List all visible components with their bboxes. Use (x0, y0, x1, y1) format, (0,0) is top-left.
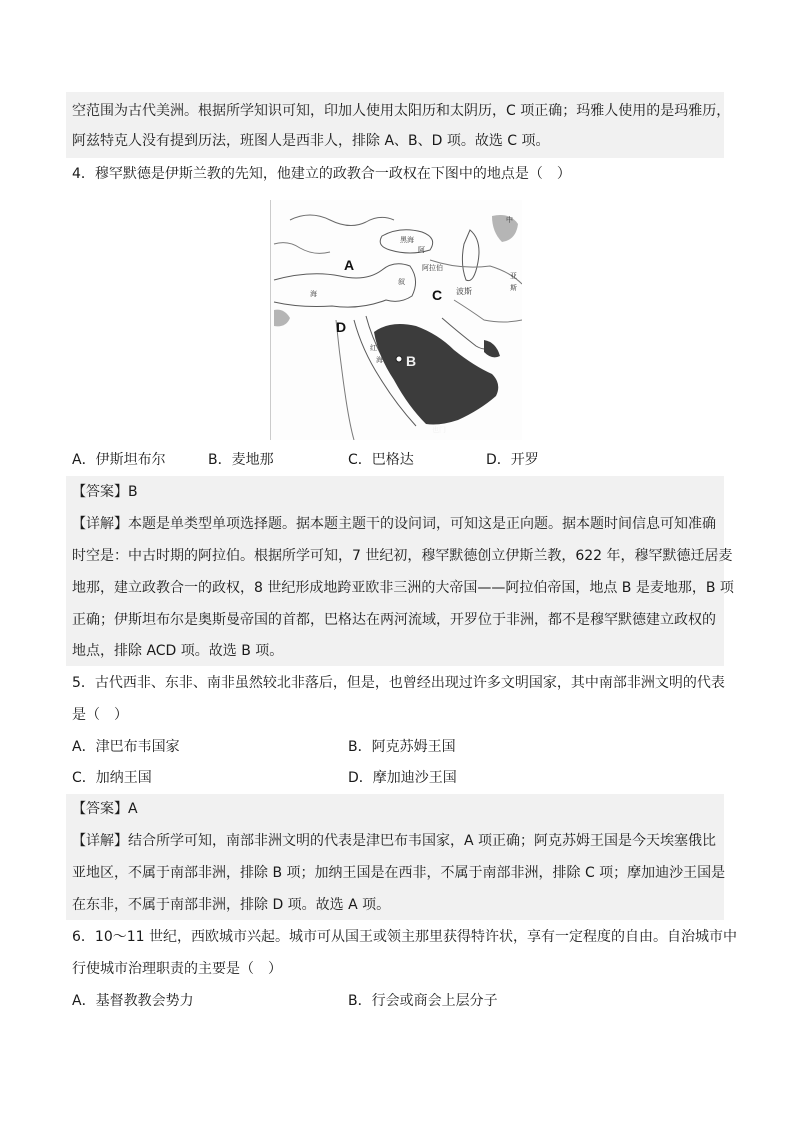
map-label-d: D (336, 319, 347, 335)
q4-option-c: C．巴格达 (348, 452, 414, 468)
q5-option-d: D．摩加迪沙王国 (348, 770, 457, 786)
q6-stem-line-2: 行使城市治理职责的主要是（ ） (72, 961, 282, 977)
map-text-zhong: 中 (506, 216, 513, 224)
q3-detail-line-2: 阿兹特克人没有提到历法，班图人是西非人，排除 A、B、D 项。故选 C 项。 (72, 133, 550, 149)
q5-stem-line-1: 5．古代西非、东非、南非虽然较北非落后，但是，也曾经出现过许多文明国家，其中南部非洲文明的代表 (72, 675, 725, 691)
map-text-yemen: 也门 (432, 426, 446, 434)
q4-stem: 4．穆罕默德是伊斯兰教的先知，他建立的政教合一政权在下图中的地点是（ ） (72, 166, 571, 182)
q5-option-a: A．津巴布韦国家 (72, 739, 180, 755)
q5-detail-line-3: 在东非，不属于南部非洲，排除 D 项。故选 A 项。 (72, 897, 391, 913)
q5-option-c: C．加纳王国 (72, 770, 152, 786)
q4-detail-line-4: 正确；伊斯坦布尔是奥斯曼帝国的首都，巴格达在两河流域，开罗位于非洲，都不是穆罕默德建立政权的 (72, 612, 716, 628)
map-text-ya: 亚 (510, 272, 517, 280)
q5-answer: 【答案】A (72, 801, 138, 817)
q4-detail-line-2: 时空是：中古时期的阿拉伯。根据所学可知，7 世纪初，穆罕默德创立伊斯兰教，622 年，穆罕默德迁居麦 (72, 548, 733, 564)
q6-option-b: B．行会或商会上层分子 (348, 993, 498, 1009)
q5-option-b: B．阿克苏姆王国 (348, 739, 456, 755)
map-text-si: 斯 (510, 284, 517, 292)
map-text-hong: 红 (370, 344, 377, 352)
map-text-a: 阿 (418, 246, 425, 254)
q3-detail-line-1: 空范围为古代美洲。根据所学知识可知，印加人使用太阳历和太阴历，C 项正确；玛雅人使用的是玛雅历， (72, 103, 731, 119)
map-text-hai-2: 海 (376, 356, 383, 364)
map-label-c: C (432, 287, 443, 303)
map-label-a: A (344, 257, 355, 273)
q4-detail-line-1: 【详解】本题是单类型单项选择题。据本题主题干的设问词，可知这是正向题。据本题时间信息可知准确 (72, 516, 716, 532)
q6-stem-line-1: 6．10～11 世纪，西欧城市兴起。城市可从国王或领主那里获得特许状，享有一定程度的自由。自治城市中 (72, 929, 737, 945)
q5-detail-line-1: 【详解】结合所学可知，南部非洲文明的代表是津巴布韦国家，A 项正确；阿克苏姆王国是今天埃塞俄比 (72, 833, 717, 849)
q5-stem-line-2: 是（ ） (72, 707, 128, 723)
q4-detail-line-3: 地那，建立政教合一的政权，8 世纪形成地跨亚欧非三洲的大帝国——阿拉伯帝国，地点 B 是麦地那，B 项 (72, 580, 734, 596)
map-text-hai: 海 (310, 290, 317, 298)
q4-detail-line-5: 地点，排除 ACD 项。故选 B 项。 (72, 643, 284, 659)
q5-detail-line-2: 亚地区，不属于南部非洲，排除 B 项；加纳王国是在西非，不属于南部非洲，排除 C 项；摩加迪沙王国是 (72, 865, 726, 881)
map-text-black-sea: 黑海 (400, 236, 414, 244)
q6-option-a: A．基督教教会势力 (72, 993, 194, 1009)
arabia-map-figure (270, 200, 522, 440)
q4-answer: 【答案】B (72, 484, 138, 500)
map-label-b: B (406, 353, 417, 369)
map-graphic (270, 200, 522, 440)
q4-option-d: D．开罗 (486, 452, 539, 468)
map-text-xu: 叙 (398, 278, 405, 286)
q4-option-b: B．麦地那 (208, 452, 274, 468)
q4-option-a: A．伊斯坦布尔 (72, 452, 166, 468)
map-text-persia: 波斯 (456, 287, 472, 296)
q4-answer-shade (66, 476, 724, 666)
map-text-arabia: 阿拉伯 (422, 264, 443, 272)
